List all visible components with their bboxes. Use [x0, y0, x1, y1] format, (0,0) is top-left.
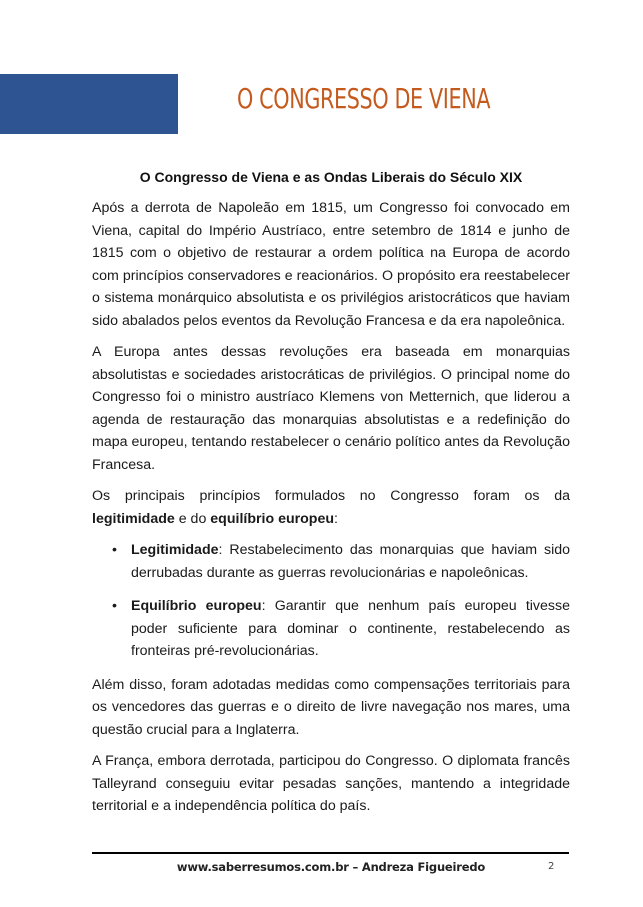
bullet-icon: •	[112, 598, 117, 614]
footer-credit: www.saberresumos.com.br – Andreza Figueiredo	[176, 860, 486, 874]
principles-list	[92, 539, 570, 663]
list-item-term: Legitimidade	[131, 542, 219, 558]
section-subtitle: O Congresso de Viena e as Ondas Liberais do Século XIX	[139, 169, 523, 185]
list-item-text: : Garantir que nenhum país europeu tivesse poder suficiente para dominar o continente, restabelecendo as fronteiras pré-revolucionárias.	[131, 598, 570, 659]
paragraph: A Europa antes dessas revoluções era baseada em monarquias absolutistas e sociedades aristocráticas de privilégios. O principal nome do Congresso foi o ministro austríaco Klemens von Metternich, que liderou a agenda de restauração das monarquias absolutistas e a redefinição do mapa europeu, tentando restabelecer o cenário político antes da Revolução Francesa.	[92, 344, 570, 473]
paragraph: Após a derrota de Napoleão em 1815, um Congresso foi convocado em Viena, capital do Império Austríaco, entre setembro de 1814 e junho de 1815 com o objetivo de restaurar a ordem política na Europa de acordo com princípios conservadores e reacionários. O propósito era reestabelecer o sistema monárquico absolutista e os privilégios aristocráticos que haviam sido abalados pelos eventos da Revolução Francesa e da era napoleônica.	[92, 200, 570, 329]
page-title: O CONGRESSO DE VIENA	[237, 82, 491, 115]
page-number: 2	[548, 861, 555, 872]
document-body	[92, 197, 570, 827]
header-accent-bar	[0, 74, 178, 134]
principles-intro-paragraph	[92, 485, 570, 530]
principles-intro-text: e do	[174, 510, 211, 527]
list-item	[92, 539, 570, 584]
term-legitimidade: legitimidade	[92, 510, 175, 527]
list-item-term: Equilíbrio europeu	[131, 598, 262, 614]
paragraph: Além disso, foram adotadas medidas como compensações territoriais para os vencedores das guerras e o direito de livre navegação nos mares, uma questão crucial para a Inglaterra.	[92, 676, 570, 738]
list-item-text: : Restabelecimento das monarquias que haviam sido derrubadas durante as guerras revolucionárias e napoleônicas.	[131, 542, 570, 581]
footer-divider	[92, 852, 569, 854]
principles-intro-text: Os principais princípios formulados no Congresso foram os da	[92, 488, 570, 504]
term-equilibrio-europeu: equilíbrio europeu	[210, 510, 335, 527]
paragraph: A França, embora derrotada, participou do Congresso. O diplomata francês Talleyrand conseguiu evitar pesadas sanções, mantendo a integridade territorial e a independência política do país.	[92, 753, 570, 814]
list-item	[92, 595, 570, 663]
principles-intro-text: :	[334, 510, 338, 527]
bullet-icon: •	[112, 542, 117, 558]
